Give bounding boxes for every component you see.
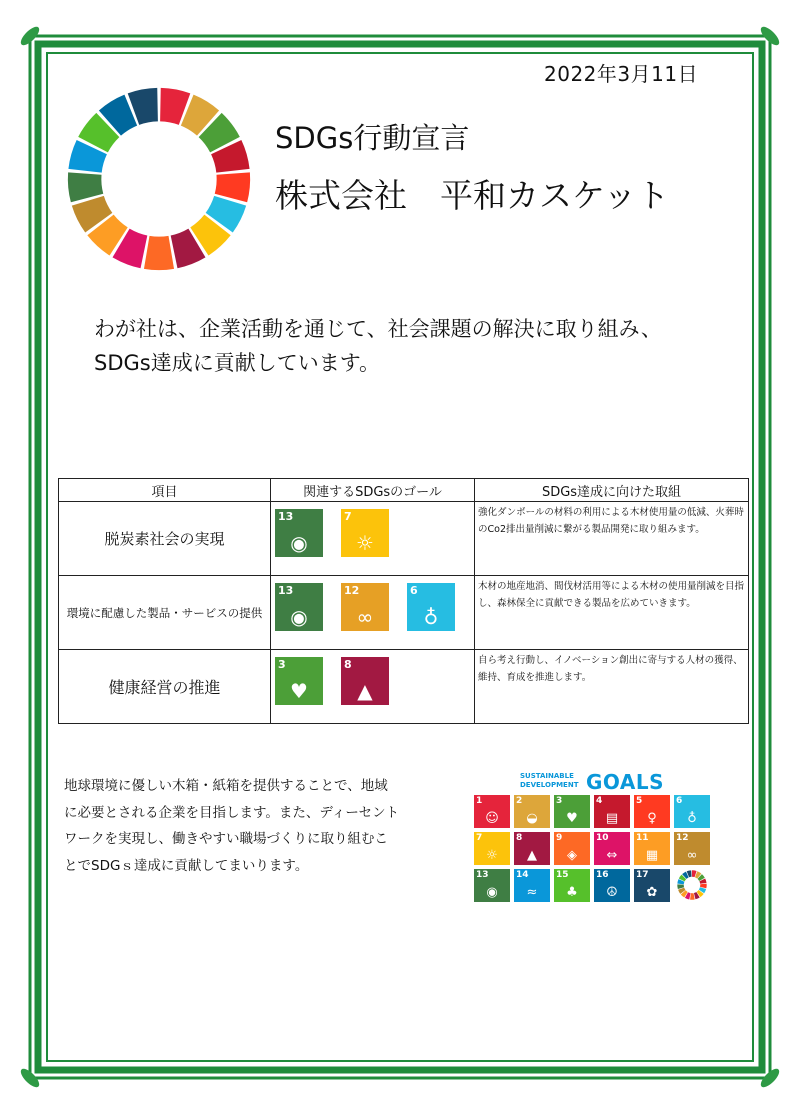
sdg-goal-icon: ◉ — [486, 885, 498, 900]
sdg-goal-tile: 1 ☺ — [474, 795, 510, 828]
sdg-goal-tile: 12 ∞ — [674, 832, 710, 865]
sdgs-initiatives-table — [58, 478, 749, 724]
sdg-goal-tile: 9 ◈ — [554, 832, 590, 865]
sdg-goal-tile: 13 ◉ — [474, 869, 510, 902]
sdg-goal-icon: ☺ — [485, 811, 499, 826]
sdg-goal-icon: ▤ — [605, 811, 619, 826]
sdg-13-icon: 13 ◉ — [275, 583, 323, 631]
table-row — [59, 650, 749, 724]
closing-statement: 地球環境に優しい木箱・紙箱を提供することで、地域に必要とされる企業を目指します。また、ディーセントワークを実現し、働きやすい職場づくりに取り組むことでSDGｓ達成に貢献してまいります。 — [64, 778, 400, 874]
wheel-segment — [144, 236, 174, 270]
sdgs-goals-logo-text — [520, 770, 665, 794]
header-goals: 関連するSDGsのゴール — [271, 479, 475, 502]
sdg-13-icon: 13 ◉ — [275, 509, 323, 557]
sdg-goal-icon: ☼ — [486, 848, 498, 863]
sdg-goal-icon: ▲ — [527, 848, 537, 863]
sdgs-wheel-logo — [66, 86, 252, 272]
sdg-7-icon: 7 ☼ — [341, 509, 389, 557]
row-goal-icons — [271, 650, 475, 724]
sdg-goal-icon: ◒ — [526, 811, 538, 826]
sdgs-mini-wheel-icon — [674, 869, 710, 902]
sdg-goal-icon: ☮ — [606, 885, 618, 900]
sdg-goal-tile: 10 ⇔ — [594, 832, 630, 865]
row-topic: 健康経営の推進 — [59, 650, 271, 724]
sdg-goal-tile: 4 ▤ — [594, 795, 630, 828]
sdg-12-icon: 12 ∞ — [341, 583, 389, 631]
row-description: 自ら考え行動し、イノベーション創出に寄与する人材の獲得、維持、育成を推進します。 — [475, 650, 749, 724]
sdg-goal-icon: ⇔ — [606, 848, 618, 863]
row-goal-icons — [271, 576, 475, 650]
intro-line-1: わが社は、企業活動を通じて、社会課題の解決に取り組み、 — [94, 317, 662, 341]
sdg-goal-tile: 15 ♣ — [554, 869, 590, 902]
sdg-goal-tile: 17 ✿ — [634, 869, 670, 902]
sdg-goal-tile: 3 ♥ — [554, 795, 590, 828]
sdg-goal-icon: ♣ — [566, 885, 578, 900]
table-row — [59, 502, 749, 576]
sdg-goal-tile: 2 ◒ — [514, 795, 550, 828]
header-topic: 項目 — [59, 479, 271, 502]
logo-line-sustainable: SUSTAINABLE — [520, 772, 574, 780]
header-initiatives: SDGs達成に向けた取組 — [475, 479, 749, 502]
row-goal-icons — [271, 502, 475, 576]
table-row — [59, 576, 749, 650]
sdg-3-icon: 3 ♥ — [275, 657, 323, 705]
logo-goals-word: GOALS — [586, 770, 665, 794]
sdg-goal-icon: ≈ — [526, 885, 538, 900]
sdgs-17-goals-grid — [474, 795, 710, 902]
sdg-goal-icon: ∞ — [686, 848, 698, 863]
company-name: 株式会社 平和カスケット — [275, 176, 670, 215]
sdg-goal-icon: ◈ — [567, 848, 577, 863]
sdg-goal-tile: 5 ♀ — [634, 795, 670, 828]
sdg-goal-tile: 8 ▲ — [514, 832, 550, 865]
sdg-6-icon: 6 ♁ — [407, 583, 455, 631]
row-description: 木材の地産地消、間伐材活用等による木材の使用量削減を目指し、森林保全に貢献できる製品を広めていきます。 — [475, 576, 749, 650]
declaration-date: 2022年3月11日 — [544, 62, 699, 86]
sdg-goal-icon: ▦ — [645, 848, 659, 863]
row-topic: 環境に配慮した製品・サービスの提供 — [59, 576, 271, 650]
sdg-goal-icon: ✿ — [646, 885, 658, 900]
table-header-row — [59, 479, 749, 502]
intro-statement — [94, 312, 734, 380]
sdg-goal-icon: ♁ — [687, 811, 697, 826]
row-description: 強化ダンボールの材料の利用による木材使用量の低減、火葬時のCo2排出量削減に繋がる製品開発に取り組みます。 — [475, 502, 749, 576]
sdg-goal-tile: 16 ☮ — [594, 869, 630, 902]
sdg-8-icon: 8 ▲ — [341, 657, 389, 705]
sdg-goal-icon: ♥ — [566, 811, 578, 826]
sdg-goal-tile: 11 ▦ — [634, 832, 670, 865]
intro-line-2: SDGs達成に貢献しています。 — [94, 351, 381, 375]
sdg-goal-tile: 6 ♁ — [674, 795, 710, 828]
sdg-goal-icon: ♀ — [647, 811, 657, 826]
row-topic: 脱炭素社会の実現 — [59, 502, 271, 576]
logo-line-development: DEVELOPMENT — [520, 781, 579, 789]
sdg-goal-tile: 14 ≈ — [514, 869, 550, 902]
declaration-title: SDGs行動宣言 — [275, 121, 470, 155]
sdg-goal-tile: 7 ☼ — [474, 832, 510, 865]
